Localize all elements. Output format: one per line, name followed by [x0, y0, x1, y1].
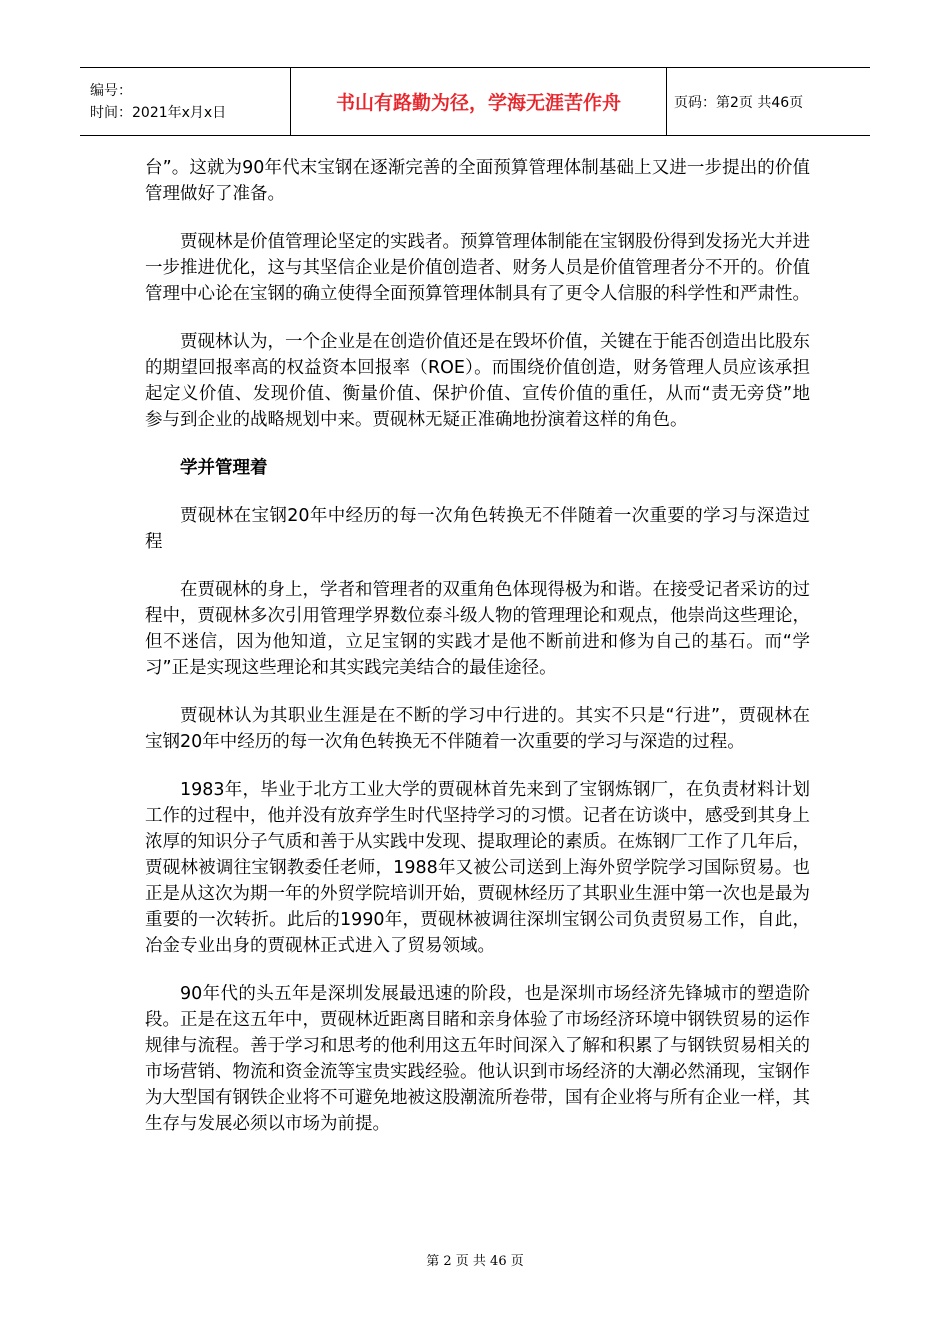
page-footer: 第 2 页 共 46 页: [426, 1254, 524, 1269]
header-meta-cell: [80, 68, 291, 136]
paragraph: 贾砚林是价值管理论坚定的实践者。预算管理体制能在宝钢股份得到发扬光大并进一步推进优化，这与其坚信企业是价值创造者、财务人员是价值管理者分不开的。价值管理中心论在宝钢的确立使得全面预算管理体制具有了更令人信服的科学性和严肃性。: [145, 232, 810, 304]
paragraph: 在贾砚林的身上，学者和管理者的双重角色体现得极为和谐。在接受记者采访的过程中，贾砚林多次引用管理学界数位泰斗级人物的管理理论和观点，他崇尚这些理论，但不迷信，因为他知道，立足宝钢的实践才是他不断前进和修为自己的基石。而“学习”正是实现这些理论和其实践完美结合的最佳途径。: [145, 580, 810, 678]
page-header: [80, 67, 870, 136]
paragraph: 贾砚林认为其职业生涯是在不断的学习中行进的。其实不只是“行进”，贾砚林在宝钢20年中经历的每一次角色转换无不伴随着一次重要的学习与深造的过程。: [145, 706, 810, 752]
paragraph: 台”。这就为90年代末宝钢在逐渐完善的全面预算管理体制基础上又进一步提出的价值管理做好了准备。: [145, 158, 810, 204]
document-number-label: 编号：: [90, 82, 132, 99]
paragraph: 贾砚林在宝钢20年中经历的每一次角色转换无不伴随着一次重要的学习与深造过程: [145, 506, 810, 552]
header-page-info: 页码：第2页 共46页: [667, 68, 871, 136]
header-motto: 书山有路勤为径，学海无涯苦作舟: [291, 68, 667, 136]
section-heading: 学并管理着: [180, 458, 268, 478]
paragraph: 贾砚林认为，一个企业是在创造价值还是在毁坏价值，关键在于能否创造出比股东的期望回报率高的权益资本回报率（ROE）。而围绕价值创造，财务管理人员应该承担起定义价值、发现价值、衡量价值、保护价值、宣传价值的重任，从而“责无旁贷”地参与到企业的战略规划中来。贾砚林无疑正准确地扮演着这样的角色。: [145, 332, 810, 430]
document-date-label: 时间：2021年x月x日: [90, 104, 227, 121]
document-body: [145, 155, 810, 1159]
paragraph: 90年代的头五年是深圳发展最迅速的阶段，也是深圳市场经济先锋城市的塑造阶段。正是在这五年中，贾砚林近距离目睹和亲身体验了市场经济环境中钢铁贸易的运作规律与流程。善于学习和思考的他利用这五年时间深入了解和积累了与钢铁贸易相关的市场营销、物流和资金流等宝贵实践经验。他认识到市场经济的大潮必然涌现，宝钢作为大型国有钢铁企业将不可避免地被这股潮流所卷带，国有企业将与所有企业一样，其生存与发展必须以市场为前提。: [145, 984, 810, 1134]
paragraph: 1983年，毕业于北方工业大学的贾砚林首先来到了宝钢炼钢厂，在负责材料计划工作的过程中，他并没有放弃学生时代坚持学习的习惯。记者在访谈中，感受到其身上浓厚的知识分子气质和善于从实践中发现、提取理论的素质。在炼钢厂工作了几年后，贾砚林被调往宝钢教委任老师，1988年又被公司送到上海外贸学院学习国际贸易。也正是从这次为期一年的外贸学院培训开始，贾砚林经历了其职业生涯中第一次也是最为重要的一次转折。此后的1990年，贾砚林被调往深圳宝钢公司负责贸易工作，自此，冶金专业出身的贾砚林正式进入了贸易领域。: [145, 780, 810, 956]
